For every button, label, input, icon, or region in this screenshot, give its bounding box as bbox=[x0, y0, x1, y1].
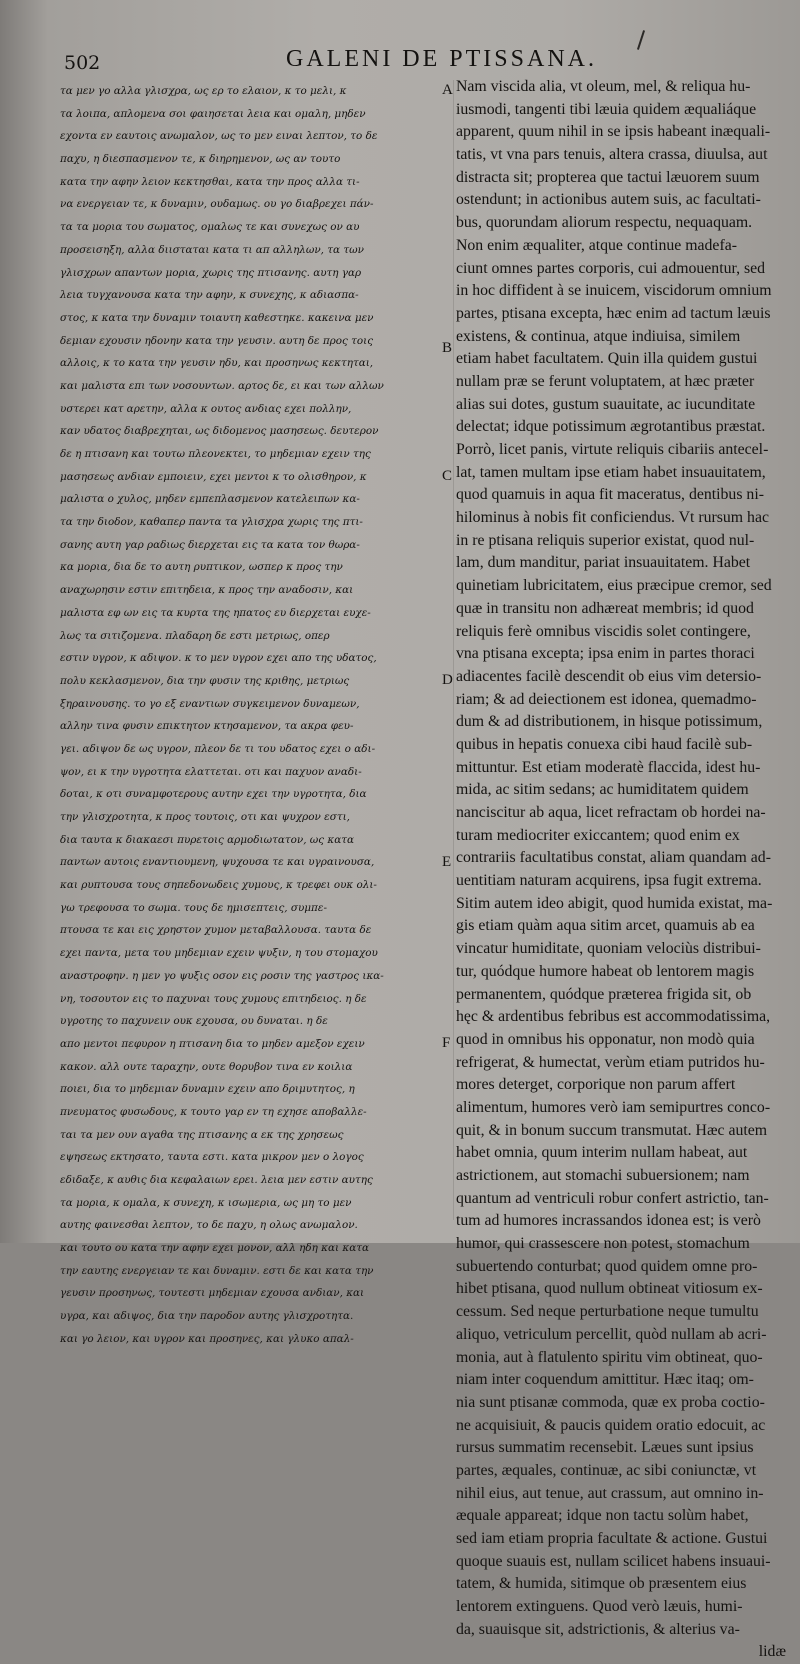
latin-line: uentitiam naturam acquirens, ipsa fugit extrema. bbox=[456, 872, 762, 890]
latin-line: alimentum, humores verò iam semipurtres conco- bbox=[456, 1098, 771, 1116]
latin-line: quæ in transitu non adhæreat membris; id quod bbox=[456, 599, 754, 617]
latin-line: partes, æquales, continuæ, ac sibi coniunctæ, vt bbox=[456, 1461, 757, 1479]
latin-line: niam inter coquendum amittitur. Hæc itaq; om- bbox=[456, 1371, 754, 1389]
section-letter: C bbox=[442, 467, 453, 484]
section-letter: E bbox=[442, 853, 452, 870]
latin-line: mittuntur. Est etiam moderatè flaccida, idest hu- bbox=[456, 758, 761, 776]
section-letter: F bbox=[442, 1035, 451, 1052]
latin-line: mida, ac sitim sedans; ac humiditatem quidem bbox=[456, 781, 749, 799]
greek-line: αυτης φαινεσθαι λεπτον, το δε παχυ, η ολως ανωμαλον. bbox=[60, 1219, 358, 1232]
latin-line: hęc & ardentibus febribus est accommodatissima, bbox=[456, 1008, 771, 1026]
column-divider bbox=[453, 80, 454, 1220]
latin-line: quantum ad ventriculi robur confert astrictio, tan- bbox=[456, 1189, 769, 1207]
latin-line: apparent, quum nihil in se ipsis habeant inæquali- bbox=[456, 123, 771, 141]
latin-line: adiacentes facilè descendit ob eius vim detersio- bbox=[456, 667, 762, 685]
latin-line: nullam præ se ferunt voluptatem, at hæc præter bbox=[456, 372, 755, 390]
greek-line: λως τα σιτιζομενα. πλαδαρη δε εστι μετριως, οπερ bbox=[60, 629, 330, 642]
greek-text-column bbox=[60, 80, 452, 1351]
greek-line: παντων αυτοις εναντιουμενη, ψυχουσα τε και υγραινουσα, bbox=[60, 856, 375, 869]
greek-line: στος, κ κατα την δυναμιν τοιαυτη καθεστηκε. κακεινα μεν bbox=[60, 311, 374, 324]
greek-line: λεια τυγχανουσα κατα την αφην, κ συνεχης, κ αδιασπα- bbox=[60, 289, 359, 302]
latin-line: etiam habet facultatem. Quin illa quidem gustui bbox=[456, 350, 758, 368]
latin-line: quoque suauis est, nullam scilicet habens insuaui- bbox=[456, 1552, 771, 1570]
latin-line: ciunt omnes partes corporis, cui admouentur, sed bbox=[456, 259, 766, 277]
greek-line: νη, τοσουτον εις το παχυναι τους χυμους επιτηδειος. η δε bbox=[60, 992, 367, 1005]
latin-line: riam; & ad deiectionem est idonea, quemadmo- bbox=[456, 690, 757, 708]
latin-line: æquale appareat; idque non tactu solùm habet, bbox=[456, 1507, 749, 1525]
greek-line: δια ταυτα κ διακαεσι πυρετοις αρμοδιωτατον, ως κατα bbox=[60, 833, 354, 846]
running-title: GALENI DE PTISSANA. bbox=[286, 46, 597, 72]
greek-line: κα μορια, δια δε το αυτη ρυπτικον, ωσπερ κ προς την bbox=[60, 561, 343, 574]
latin-line: dum & ad distributionem, in hisque potissimum, bbox=[456, 713, 763, 731]
latin-line: nia sunt ptisanæ commoda, quæ ex proba coctio- bbox=[456, 1393, 765, 1411]
greek-line: εχοντα εν εαυτοις ανωμαλον, ως το μεν ειναι λεπτον, το δε bbox=[60, 130, 378, 143]
latin-line: nihil eius, aut tenue, aut crassum, aut omnino in- bbox=[456, 1484, 764, 1502]
greek-line: εψησεως εκτησατο, ταυτα εστι. κατα μικρον μεν ο λογος bbox=[60, 1151, 364, 1164]
latin-line: tatis, vt vna pars tenuis, altera crassa, diuulsa, aut bbox=[456, 146, 768, 164]
latin-line: Non enim æqualiter, atque continue madefa- bbox=[456, 236, 737, 254]
greek-line: πνευματος φυσωδους, κ τουτο γαρ εν τη εχησε αποβαλλε- bbox=[60, 1105, 367, 1118]
greek-line: πολυ κεκλασμενον, δια την φυσιν της κριθης, μετριως bbox=[60, 674, 350, 687]
latin-line: da, suauisque sit, adstrictionis, & alterius va- bbox=[456, 1620, 740, 1638]
latin-line: rursus summatim recensebit. Læues sunt ipsius bbox=[456, 1439, 754, 1457]
latin-line: quod quamuis in aqua fit maceratus, dentibus ni- bbox=[456, 486, 764, 504]
greek-line: τα μεν γο αλλα γλισχρα, ως ερ το ελαιον, κ το μελι, κ bbox=[60, 85, 347, 97]
greek-line: μαλιστα εφ ων εις τα κυρτα της ηπατος ευ διερχεται ευχε- bbox=[60, 606, 371, 619]
latin-line: tum ad humores incrassandos idonea est; is verò bbox=[456, 1212, 761, 1230]
greek-line: δοται, κ οτι συναμφοτερους αυτην εχει την υγροτητα, δια bbox=[60, 788, 367, 801]
greek-line: προσεισηξη, αλλα διισταται κατα τι απ αλληλων, τα των bbox=[60, 243, 364, 256]
greek-line: υγρα, και αδιψος, δια την παροδον αυτης γλισχροτητα. bbox=[60, 1310, 354, 1323]
greek-line: δε η πτισανη και τουτω πλεονεκτει, το μηδεμιαν εχειν της bbox=[60, 448, 371, 460]
greek-line: πτουσα τε και εις χρηστον χυμον μεταβαλλουσα. ταυτα δε bbox=[60, 924, 372, 937]
page-number: 502 bbox=[64, 52, 101, 74]
greek-line: υστερει κατ αρετην, αλλα κ ουτος ανδιας εχει πολλην, bbox=[60, 402, 352, 415]
latin-line: sed iam etiam propria facultate & actione. Gustui bbox=[456, 1530, 768, 1547]
latin-line: distracta sit; propterea que tactui læuorem suum bbox=[456, 168, 760, 186]
latin-line: bus, quorundam aliorum respectu, nequaquam. bbox=[456, 214, 753, 232]
latin-line: turam mediocriter exiccantem; quod enim ex bbox=[456, 826, 740, 844]
latin-line: nanciscitur ab aqua, licet refractam ob hordei na- bbox=[456, 804, 766, 821]
latin-line: gis etiam quàm aqua sitim arcet, quamuis ab ea bbox=[456, 917, 755, 935]
latin-line: Porrò, licet panis, virtute reliquis cibariis antecel- bbox=[456, 441, 769, 458]
greek-line: παχυ, η διεσπασμενον τε, κ διηρημενον, ως αν τουτο bbox=[60, 153, 341, 166]
latin-line: Sitim autem ideo abigit, quod humida existat, ma- bbox=[456, 894, 773, 912]
latin-line: hibet ptisana, quod nullum obtineat vitiosum ex- bbox=[456, 1280, 763, 1298]
greek-line: τα λοιπα, απλομενα σοι φαιησεται λεια και ομαλη, μηδεν bbox=[60, 107, 366, 120]
greek-line: ψον, ει κ την υγροτητα ελαττεται. οτι και παχυον αναδι- bbox=[60, 765, 362, 778]
latin-line: humor, qui crassescere non potest, stomachum bbox=[456, 1235, 750, 1253]
greek-line: μαλιστα ο χυλος, μηδεν εμπεπλασμενον κατελειπων κα- bbox=[60, 493, 360, 506]
greek-line: τα την διοδον, καθαπερ παντα τα γλισχρα χωρις της πτι- bbox=[60, 516, 363, 529]
latin-line: in hoc diffident à se inuicem, viscidorum omnium bbox=[456, 282, 772, 300]
latin-line: permanentem, quódque præterea frigida sit, ob bbox=[456, 985, 752, 1003]
latin-line: quibus in hepatis conuexa cibi haud facilè sub- bbox=[456, 735, 753, 753]
greek-line: εδιδαξε, κ αυθις δια κεφαλαιων ερει. λεια μεν εστιν αυτης bbox=[60, 1174, 373, 1186]
greek-line: καν υδατος διαβρεχηται, ως διδομενος μασησεως. δευτερον bbox=[60, 425, 379, 438]
latin-line: in re ptisana reliquis superior existat, quod nul- bbox=[456, 531, 755, 549]
latin-line: quinetiam lubricitatem, eius præcipue cremor, sed bbox=[456, 577, 772, 595]
latin-line: quit, & in bonum succum transmutat. Hæc autem bbox=[456, 1121, 768, 1139]
greek-line: και μαλιστα επι των νοσουντων. αρτος δε, ει και των αλλων bbox=[60, 379, 384, 392]
latin-line: iusmodi, tangenti tibi læuia quidem æqualiáque bbox=[456, 100, 757, 118]
latin-line: astrictionem, aut stomachi subuersionem; nam bbox=[456, 1167, 750, 1184]
greek-line: την γλισχροτητα, κ προς τουτοις, οτι και ψυχρον εστι, bbox=[60, 811, 350, 823]
latin-line: vincatur humiditate, quoniam velociùs distribui- bbox=[456, 940, 761, 958]
greek-line: ποιει, δια το μηδεμιαν δυναμιν εχειν απο δριμυτητος, η bbox=[60, 1083, 355, 1096]
greek-line: να ενεργειαν τε, κ δυναμιν, ουδαμως. ου γο διαβρεχει πάν- bbox=[60, 198, 374, 211]
greek-line: σανης αυτη γαρ ραδιως διερχεται εις τα κατα τον θωρα- bbox=[60, 538, 360, 551]
greek-line: και ρυπτουσα τους σηπεδονωδεις χυμους, κ τρεφει ουκ ολι- bbox=[60, 879, 377, 892]
greek-line: γλισχρων απαντων μορια, χωρις της πτισανης. αυτη γαρ bbox=[60, 266, 362, 279]
latin-line: contrariis facultatibus constat, aliam quandam ad- bbox=[456, 849, 771, 867]
greek-line: και γο λειον, και υγρον και προσηνες, και γλυκο απαλ- bbox=[60, 1332, 354, 1345]
ink-mark bbox=[637, 30, 645, 50]
catchword: lidæ bbox=[758, 1643, 786, 1661]
greek-line: γει. αδιψον δε ως υγρον, πλεον δε τι του υδατος εχει ο αδι- bbox=[60, 742, 376, 755]
latin-line: Nam viscida alia, vt oleum, mel, & reliqua hu- bbox=[456, 78, 751, 95]
section-letter: B bbox=[442, 339, 453, 356]
greek-line: δεμιαν εχουσιν ηδονην κατα την γευσιν. αυτη δε προς τοις bbox=[60, 334, 374, 347]
greek-line: αναχωρησιν εστιν επιτηδεια, κ προς την αναδοσιν, και bbox=[60, 584, 354, 597]
latin-line: hilominus à nobis fit conficiendus. Vt rursum hac bbox=[456, 509, 769, 527]
latin-line: alias sui dotes, gustum suauitate, ac iucunditate bbox=[456, 395, 756, 413]
latin-line: subuertendo conturbat; quod quidem omne pro- bbox=[456, 1257, 758, 1275]
latin-line: delectat; idque potissimum ægrotantibus præstat. bbox=[456, 418, 766, 436]
greek-line: κακον. αλλ ουτε ταραχην, ουτε θορυβον τινα εν κοιλια bbox=[60, 1060, 353, 1073]
latin-line: lentorem extinguens. Quod verò læuis, humi- bbox=[456, 1598, 743, 1616]
latin-line: partes, ptisana excepta, hæc enim ad tactum læuis bbox=[456, 304, 771, 322]
latin-line: cessum. Sed neque perturbatione neque tumultu bbox=[456, 1303, 759, 1321]
latin-line: ne acquisiuit, & paucis quidem oratio edocuit, ac bbox=[456, 1416, 766, 1434]
latin-line: mores deterget, corporique non parum affert bbox=[456, 1076, 736, 1094]
latin-line: lat, tamen multam ipse etiam habet insuauitatem, bbox=[456, 463, 766, 481]
greek-line: υγροτης το παχυνειν ουκ εχουσα, ου δυναται. η δε bbox=[60, 1015, 328, 1028]
latin-line: lam, dum manditur, pariat insuauitatem. Habet bbox=[456, 554, 751, 572]
greek-line: και τουτο ου κατα την αφην εχει μονον, αλλ ηδη και κατα bbox=[60, 1242, 369, 1255]
greek-line: τα μορια, κ ομαλα, κ συνεχη, κ ισωμερια, ως μη το μεν bbox=[60, 1196, 352, 1209]
greek-line: γευσιν προσηνως, τουτεστι μηδεμιαν εχουσα ανδιαν, και bbox=[60, 1287, 365, 1300]
greek-line: την εαυτης ενεργειαν τε και δυναμιν. εστι δε και κατα την bbox=[60, 1264, 374, 1277]
latin-line: tatem, & humida, sitimque ob præsentem eius bbox=[456, 1575, 747, 1593]
latin-line: monia, aut à flatulento spiritu vim obtineat, quo- bbox=[456, 1348, 763, 1366]
latin-text-column bbox=[456, 76, 792, 1664]
latin-line: existens, & continua, atque indiuisa, similem bbox=[456, 327, 741, 345]
greek-line: εστιν υγρον, κ αδιψον. κ το μεν υγρον εχει απο της υδατος, bbox=[60, 652, 377, 665]
greek-line: κατα την αφην λειον κεκτησθαι, κατα την προς αλλα τι- bbox=[60, 175, 360, 188]
greek-line: ται τα μεν ουν αγαθα της πτισανης α εκ της χρησεως bbox=[60, 1128, 344, 1141]
latin-line: reliquis ferè omnibus viscidis solet contingere, bbox=[456, 622, 751, 640]
latin-line: habet omnia, quum interim nullam habeat, aut bbox=[456, 1144, 748, 1162]
section-letter: A bbox=[442, 82, 453, 98]
greek-line: μασησεως ανδιαν εμποιειν, εχει μεντοι κ το ολισθηρον, κ bbox=[60, 470, 367, 483]
greek-line: αλλοις, κ το κατα την γευσιν ηδυ, και προσηνως κεκτηται, bbox=[60, 357, 374, 370]
greek-line: απο μεντοι πεφυρον η πτισανη δια το μηδεν αμεξον εχειν bbox=[60, 1037, 365, 1050]
greek-line: ξηραινουσης. το γο εξ εναντιων συγκειμενον δυναμεων, bbox=[60, 697, 360, 710]
latin-line: vna ptisana excepta; ipsa enim in partes thoraci bbox=[456, 645, 755, 663]
latin-line: tur, quódque humore habeat ob lentorem magis bbox=[456, 962, 755, 980]
greek-line: αναστροφην. η μεν γο ψυξις οσον εις ροσιν της γαστρος ικα- bbox=[60, 969, 384, 982]
greek-line: εχει παντα, μετα του μηδεμιαν εχειν ψυξιν, η του στομαχου bbox=[60, 947, 378, 960]
greek-line: γω τρεφουσα το σωμα. τους δε ημισεπτεις, συμπε- bbox=[60, 901, 327, 914]
latin-line: aliquo, vetriculum percellit, quòd nullam ab acri- bbox=[456, 1325, 767, 1343]
greek-line: αλλην τινα φυσιν επικτητον κτησαμενον, τα ακρα φευ- bbox=[60, 720, 354, 733]
greek-line: τα τα μορια του σωματος, ομαλως τε και συνεχως ον αυ bbox=[60, 221, 360, 234]
latin-line: refrigerat, & humectat, verùm etiam putridos hu- bbox=[456, 1053, 765, 1071]
latin-line: ostendunt; in actionibus autem suis, ac facultati- bbox=[456, 191, 761, 209]
latin-line: quod in omnibus his opponatur, non modò quia bbox=[456, 1030, 755, 1048]
section-letter: D bbox=[442, 672, 453, 689]
